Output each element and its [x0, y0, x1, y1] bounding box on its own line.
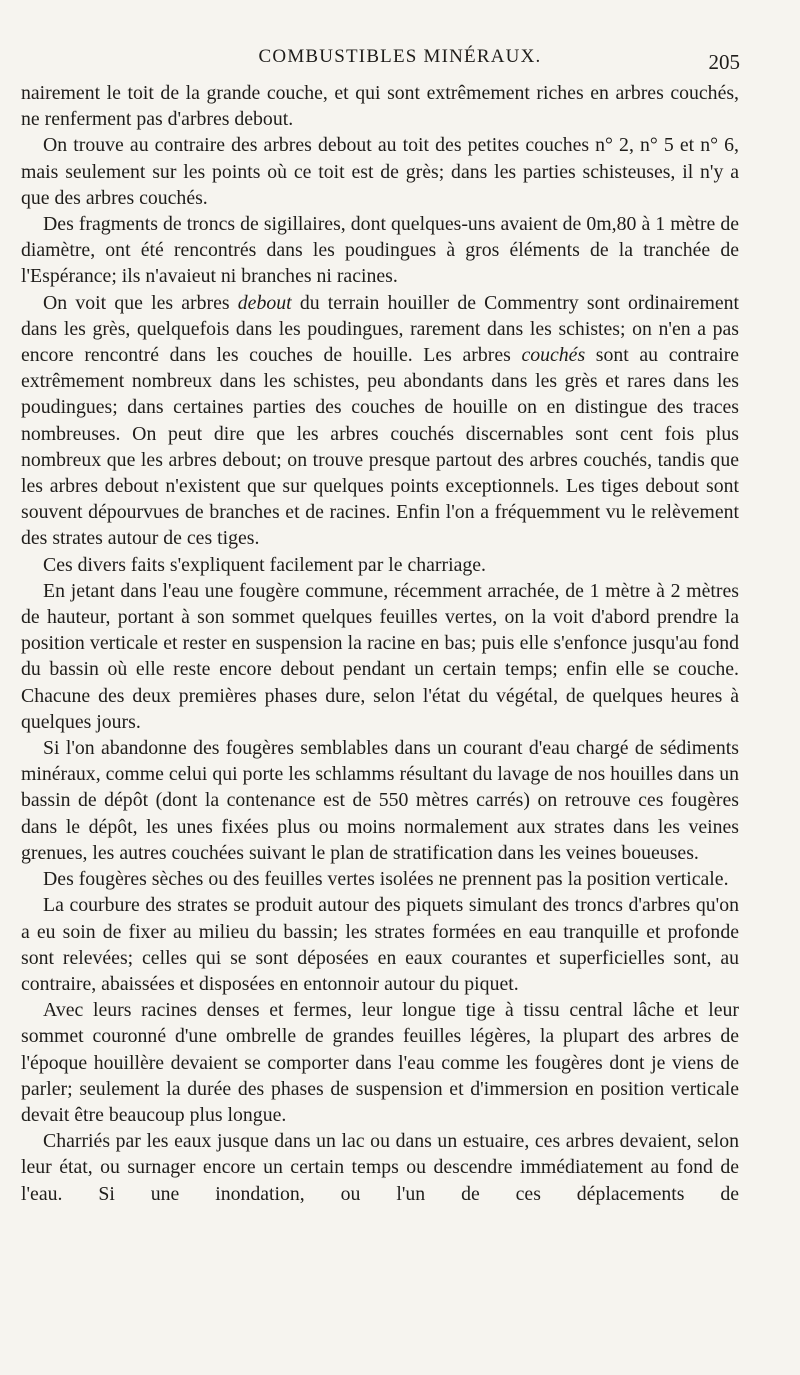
- paragraph-4: [21, 290, 739, 552]
- paragraph-1: nairement le toit de la grande couche, et qui sont extrêmement riches en arbres couchés, ne renferment pas d'arbres debout.: [21, 82, 739, 131]
- running-title: COMBUSTIBLES MINÉRAUX.: [258, 46, 542, 67]
- italic-debout: debout: [237, 291, 292, 314]
- body-text: [21, 80, 739, 1207]
- italic-couches: couchés: [521, 344, 586, 367]
- paragraph-4-part-1: On voit que les arbres: [43, 291, 238, 314]
- paragraph-2: On trouve au contraire des arbres debout au toit des petites couches n° 2, n° 5 et n° 6, mais seulement sur les points où ce toit est de grès; dans les parties schisteuses, il n'y a que des arbres couchés.: [21, 134, 739, 209]
- paragraph-5: Ces divers faits s'expliquent facilement par le charriage.: [43, 553, 486, 576]
- page-header: [0, 44, 800, 72]
- paragraph-11: Charriés par les eaux jusque dans un lac ou dans un estuaire, ces arbres devaient, selon leur état, ou surnager encore un certain temps ou descendre immédiatement au fond de l'eau. Si une inondation, ou l'un de ces déplacements de: [21, 1130, 739, 1205]
- paragraph-6: En jetant dans l'eau une fougère commune, récemment arrachée, de 1 mètre à 2 mètres de hauteur, portant à son sommet quelques feuilles vertes, on la voit d'abord prendre la position verticale et rester en suspension la racine en bas; puis elle s'enfonce jusqu'au fond du bassin où elle reste encore debout pendant un certain temps; enfin elle se couche. Chacune des deux premières phases dure, selon l'état du végétal, de quelques heures à quelques jours.: [21, 579, 739, 733]
- paragraph-4-part-2: du terrain houiller de Commentry sont ordinairement dans les grès, quelquefois dans les poudingues, rarement dans les schistes; on n'en a pas encore rencontré dans les couches de houille. Les arbres: [21, 291, 739, 367]
- paragraph-3: Des fragments de troncs de sigillaires, dont quelques-uns avaient de 0m,80 à 1 mètre de diamètre, ont été rencontrés dans les poudingues à gros éléments de la tranchée de l'Espérance; ils n'avaieut ni branches ni racines.: [21, 213, 739, 288]
- paragraph-7: Si l'on abandonne des fougères semblables dans un courant d'eau chargé de sédiments minéraux, comme celui qui porte les schlamms résultant du lavage de nos houilles dans un bassin de dépôt (dont la contenance est de 550 mètres carrés) on retrouve ces fougères dans le dépôt, les unes fixées plus ou moins normalement aux strates dans les veines grenues, les autres couchées suivant le plan de stratification dans les veines boueuses.: [21, 737, 739, 864]
- paragraph-10: Avec leurs racines denses et fermes, leur longue tige à tissu central lâche et leur sommet couronné d'une ombrelle de grandes feuilles légères, la plupart des arbres de l'époque houillère devaient se comporter dans l'eau comme les fougères dont je viens de parler; seulement la durée des phases de suspension et d'immersion en position verticale devait être beaucoup plus longue.: [21, 999, 739, 1126]
- page-number: 205: [708, 50, 740, 74]
- paragraph-4-part-3: sont au contraire extrêmement nombreux dans les schistes, peu abondants dans les grès et rares dans les poudingues; dans certaines parties des couches de houille on en distingue des traces nombreuses. On peut dire que les arbres couchés discernables sont cent fois plus nombreux que les arbres debout; on trouve presque partout des arbres couchés, tandis que les arbres debout n'existent que sur quelques points exceptionnels. Les tiges debout sont souvent dépourvues de branches et de racines. Enfin l'on a fréquemment vu le relèvement des strates autour de ces tiges.: [21, 344, 739, 550]
- paragraph-8: Des fougères sèches ou des feuilles vertes isolées ne prennent pas la position verticale.: [43, 868, 729, 891]
- paragraph-9: La courbure des strates se produit autour des piquets simulant des troncs d'arbres qu'on a eu soin de fixer au milieu du bassin; les strates formées en eau tranquille et profonde sont relevées; celles qui se sont déposées en eaux courantes et superficielles sont, au contraire, abaissées et disposées en entonnoir autour du piquet.: [21, 894, 739, 995]
